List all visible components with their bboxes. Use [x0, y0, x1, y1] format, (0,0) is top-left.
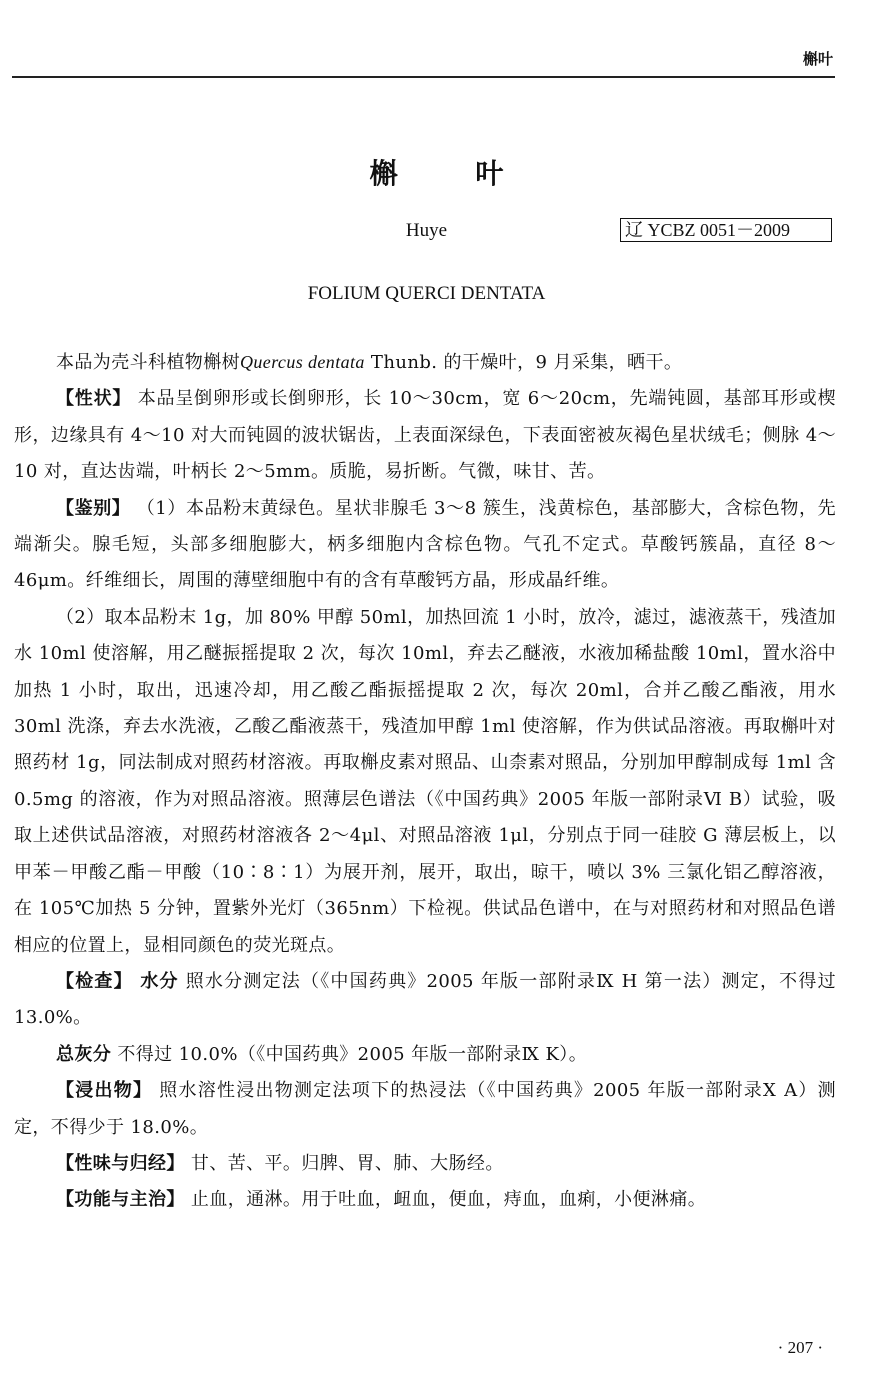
moisture-subheading: 水分 [132, 970, 179, 992]
properties-heading: 【性状】 [56, 388, 132, 410]
function-heading: 【功能与主治】 [56, 1189, 185, 1211]
moisture-text: 照水分测定法（《中国药典》2005 年版一部附录Ⅸ H 第一法）测定，不得过 13.0%。 [14, 970, 837, 1029]
running-header-title: 槲叶 [802, 50, 833, 68]
monograph-body [14, 344, 836, 1219]
identification-paragraph-2 [14, 600, 836, 964]
properties-paragraph [14, 381, 836, 490]
monograph-title: 槲 叶 [369, 157, 538, 190]
latin-name: FOLIUM QUERCI DENTATA [307, 283, 546, 304]
identification-heading: 【鉴别】 [56, 497, 131, 519]
properties-text: 本品呈倒卵形或长倒卵形，长 10～30cm，宽 6～20cm，先端钝圆，基部耳形或楔形，边缘具有 4～10 对大而钝圆的波状锯齿，上表面深绿色，下表面密被灰褐色星状绒毛；侧脉 4～10 对，直达齿端，叶柄长 2～5mm。质脆，易折断。气微，味甘、苦。 [14, 388, 836, 483]
inspection-paragraph [14, 964, 836, 1037]
species-name: Quercus dentata [240, 352, 365, 372]
inspection-heading: 【检查】 [56, 970, 133, 992]
identification-text-1: （1）本品粉末黄绿色。星状非腺毛 3～8 簇生，浅黄棕色，基部膨大，含棕色物，先端渐尖。腺毛短，头部多细胞膨大，柄多细胞内含棕色物。气孔不定式。草酸钙簇晶，直径 8～46μm。纤维细长，周围的薄壁细胞中有的含有草酸钙方晶，形成晶纤维。 [14, 497, 836, 592]
function-text: 止血，通淋。用于吐血，衄血，便血，痔血，血痢，小便淋痛。 [184, 1189, 707, 1211]
standard-number-box: 辽 YCBZ 0051－2009 [620, 218, 832, 242]
total-ash-subheading: 总灰分 [56, 1043, 112, 1065]
nature-heading: 【性味与归经】 [56, 1152, 185, 1174]
nature-paragraph [14, 1146, 836, 1182]
identification-paragraph-1 [14, 491, 836, 600]
header-divider [12, 76, 835, 78]
intro-text-post: Thunb. 的干燥叶，9 月采集，晒干。 [364, 352, 683, 373]
intro-text-pre: 本品为壳斗科植物槲树 [56, 352, 240, 373]
identification-text-2: （2）取本品粉末 1g，加 80% 甲醇 50ml，加热回流 1 小时，放冷，滤过，滤液蒸干，残渣加水 10ml 使溶解，用乙醚振摇提取 2 次，每次 10ml，弃去乙醚液，水液加稀盐酸 10ml，置水浴中加热 1 小时，取出，迅速冷却，用乙酸乙酯振摇提取 2 次，每次 20ml，合并乙酸乙酯液，用水 30ml 洗涤，弃去水洗液，乙酸乙酯液蒸干，残渣加甲醇 1ml 使溶解，作为供试品溶液。再取槲叶对照药材 1g，同法制成对照药材溶液。再取槲皮素对照品、山柰素对照品，分别加甲醇制成每 1ml 含 0.5mg 的溶液，作为对照品溶液。照薄层色谱法（《中国药典》2005 年版一部附录Ⅵ B）试验，吸取上述供试品溶液，对照药材溶液各 2～4μl、对照品溶液 1μl，分别点于同一硅胶 G 薄层板上，以甲苯－甲酸乙酯－甲酸（10∶8∶1）为展开剂，展开，取出，晾干，喷以 3% 三氯化铝乙醇溶液，在 105℃加热 5 分钟，置紫外光灯（365nm）下检视。供试品色谱中，在与对照药材和对照品色谱相应的位置上，显相同颜色的荧光斑点。 [14, 606, 836, 956]
total-ash-text: 不得过 10.0%（《中国药典》2005 年版一部附录Ⅸ K）。 [111, 1043, 588, 1065]
nature-text: 甘、苦、平。归脾、胃、肺、大肠经。 [184, 1152, 504, 1174]
intro-paragraph [14, 344, 836, 381]
page-number: · 207 · [777, 1338, 823, 1357]
extract-text: 照水溶性浸出物测定法项下的热浸法（《中国药典》2005 年版一部附录Ⅹ A）测定，不得少于 18.0%。 [14, 1080, 836, 1138]
extract-paragraph [14, 1073, 836, 1146]
total-ash-paragraph [14, 1037, 836, 1073]
function-paragraph [14, 1182, 836, 1218]
extract-heading: 【浸出物】 [56, 1080, 153, 1102]
pinyin-name: Huye [405, 220, 448, 241]
